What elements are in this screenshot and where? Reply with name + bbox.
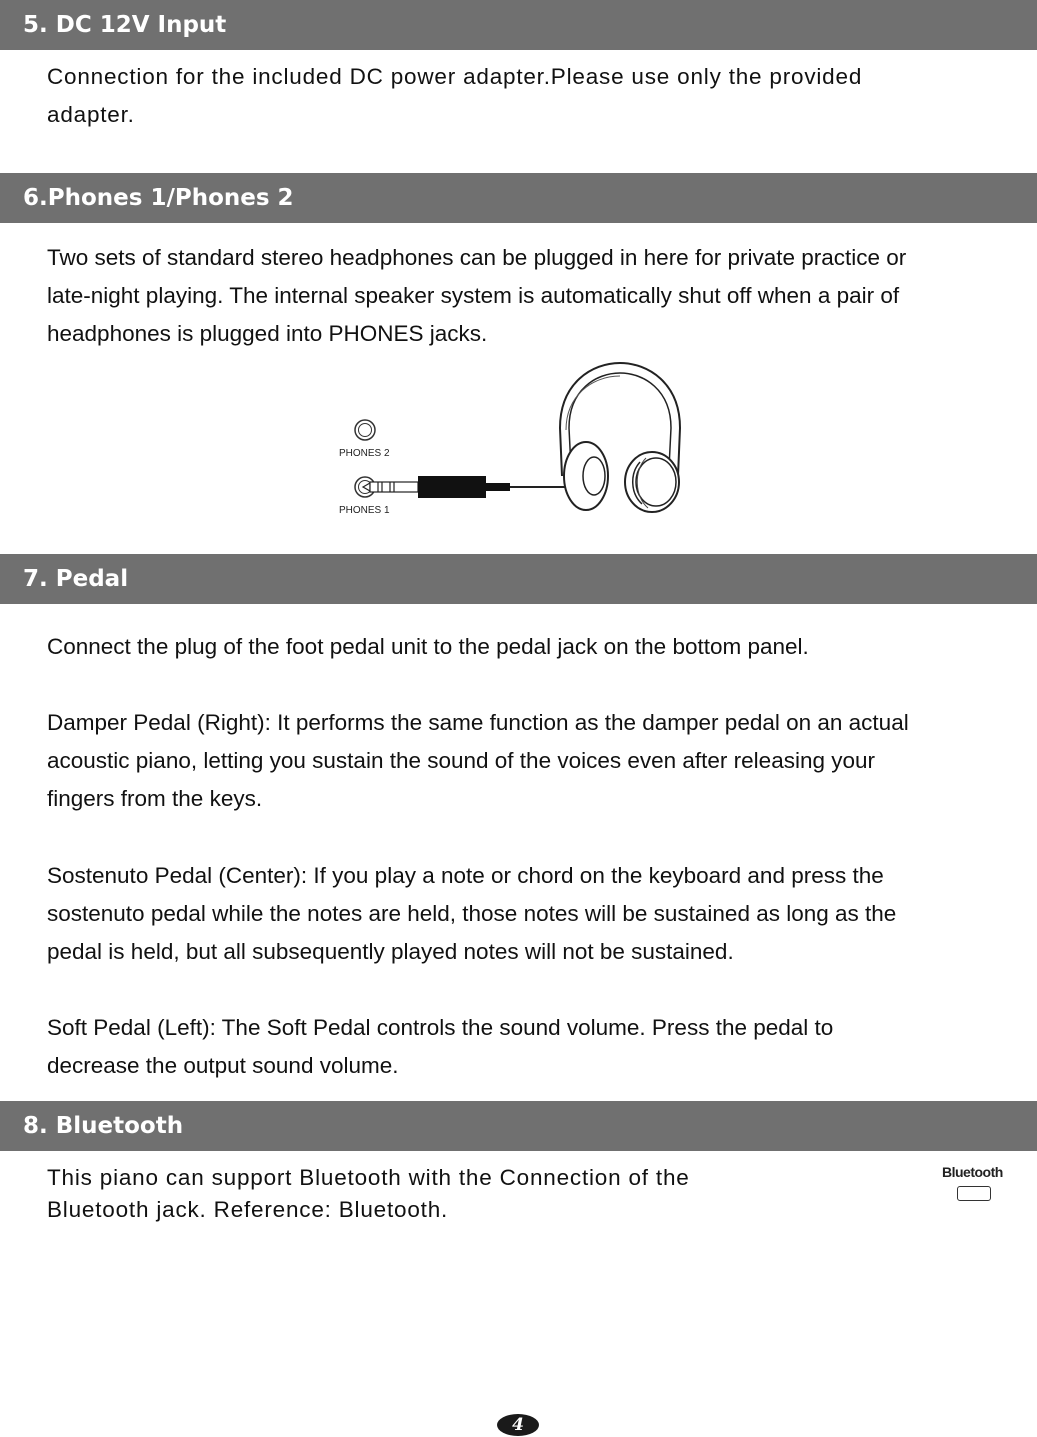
sostenuto-pedal-line-1: Sostenuto Pedal (Center): If you play a note or chord on the keyboard and press the bbox=[47, 863, 884, 888]
dc-input-line-1: Connection for the included DC power adapter.Please use only the provided bbox=[47, 64, 863, 89]
damper-pedal-line-3: fingers from the keys. bbox=[47, 786, 263, 811]
section-heading-dc-input: 5. DC 12V Input bbox=[0, 0, 1037, 50]
bluetooth-jack-icon bbox=[957, 1186, 991, 1201]
page-number: 4 bbox=[497, 1414, 539, 1436]
phones-line-3: headphones is plugged into PHONES jacks. bbox=[47, 321, 488, 346]
phones-line-2: late-night playing. The internal speaker system is automatically shut off when a pair of bbox=[47, 283, 900, 308]
section-heading-phones: 6.Phones 1/Phones 2 bbox=[0, 173, 1037, 223]
dc-input-line-2: adapter. bbox=[47, 102, 135, 127]
sostenuto-pedal-line-2: sostenuto pedal while the notes are held, those notes will be sustained as long as the bbox=[47, 901, 897, 926]
headphones-icon bbox=[330, 358, 690, 518]
phones-1-label: PHONES 1 bbox=[339, 505, 390, 516]
phones-line-1: Two sets of standard stereo headphones can be plugged in here for private practice or bbox=[47, 245, 907, 270]
bluetooth-line-2: Bluetooth jack. Reference: Bluetooth. bbox=[47, 1197, 449, 1222]
bluetooth-line-1: This piano can support Bluetooth with the Connection of the bbox=[47, 1165, 690, 1190]
bluetooth-jack-label: Bluetooth bbox=[942, 1164, 1003, 1180]
soft-pedal-line-1: Soft Pedal (Left): The Soft Pedal controls the sound volume. Press the pedal to bbox=[47, 1015, 834, 1040]
headphone-connection-diagram bbox=[330, 358, 690, 523]
damper-pedal-line-2: acoustic piano, letting you sustain the sound of the voices even after releasing your bbox=[47, 748, 876, 773]
soft-pedal-line-2: decrease the output sound volume. bbox=[47, 1053, 399, 1078]
section-heading-pedal: 7. Pedal bbox=[0, 554, 1037, 604]
sostenuto-pedal-line-3: pedal is held, but all subsequently played notes will not be sustained. bbox=[47, 939, 734, 964]
damper-pedal-line-1: Damper Pedal (Right): It performs the same function as the damper pedal on an actual bbox=[47, 710, 909, 735]
section-heading-bluetooth: 8. Bluetooth bbox=[0, 1101, 1037, 1151]
phones-2-label: PHONES 2 bbox=[339, 448, 390, 459]
pedal-intro-line-1: Connect the plug of the foot pedal unit to the pedal jack on the bottom panel. bbox=[47, 634, 809, 659]
